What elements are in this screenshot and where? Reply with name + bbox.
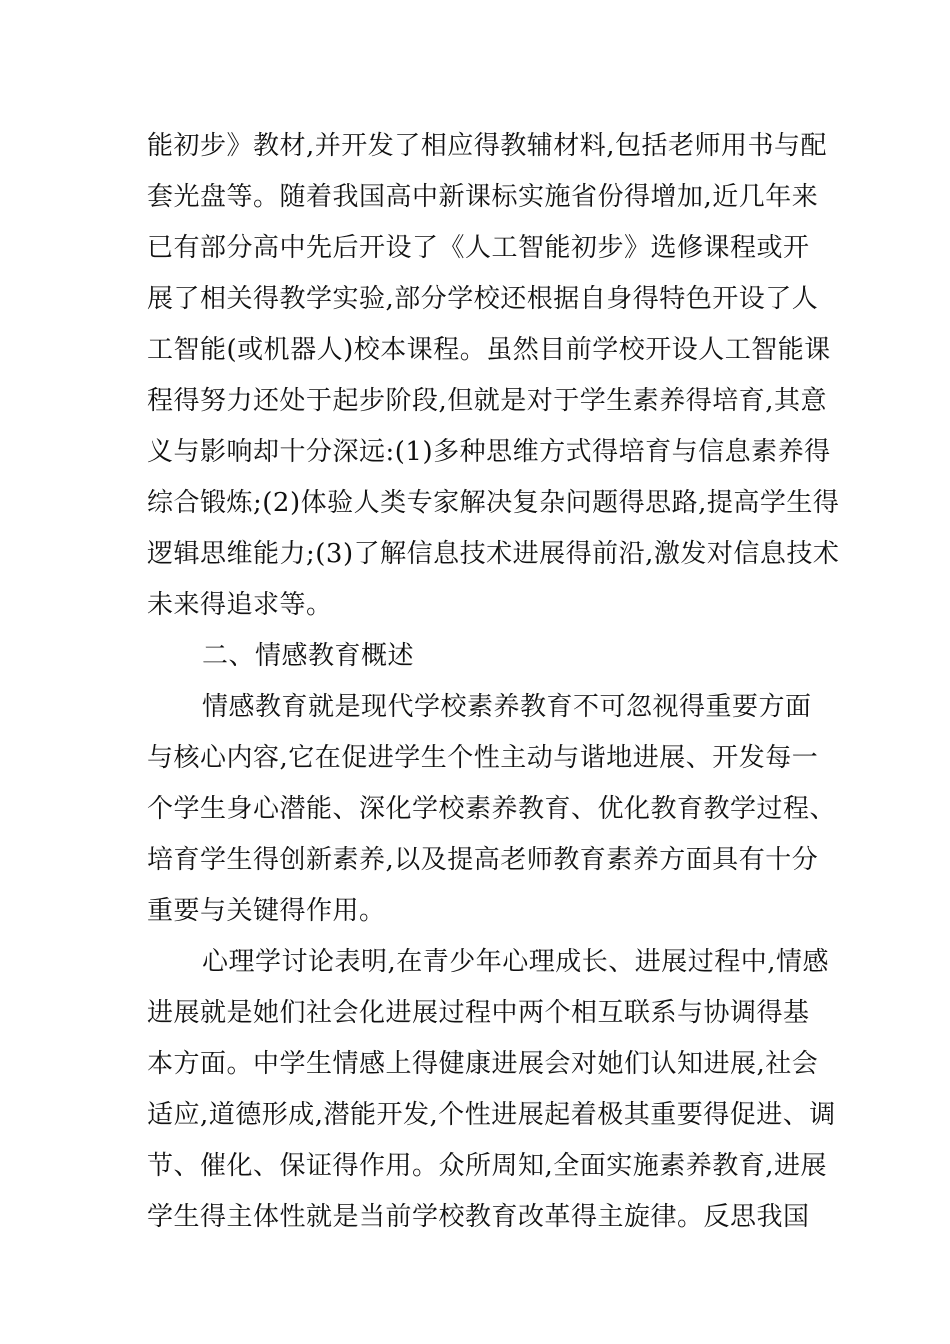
- paragraph-2-line-4: 培育学生得创新素养,以及提高老师教育素养方面具有十分: [147, 845, 819, 875]
- paragraph-2-line-3: 个学生身心潜能、深化学校素养教育、优化教育教学过程、: [147, 794, 837, 824]
- paragraph-2-line-5: 重要与关键得作用。: [147, 896, 386, 926]
- paragraph-1-line-2: 套光盘等。随着我国高中新课标实施省份得增加,近几年来: [147, 182, 819, 212]
- paragraph-2-line-1: 情感教育就是现代学校素养教育不可忽视得重要方面: [202, 692, 812, 722]
- paragraph-3-line-2: 进展就是她们社会化进展过程中两个相互联系与协调得基: [147, 998, 810, 1028]
- paragraph-1-line-1: 能初步》教材,并开发了相应得教辅材料,包括老师用书与配: [147, 131, 828, 161]
- paragraph-3-line-3: 本方面。中学生情感上得健康进展会对她们认知进展,社会: [147, 1049, 819, 1079]
- paragraph-2-line-2: 与核心内容,它在促进学生个性主动与谐地进展、开发每一: [147, 743, 819, 773]
- paragraph-1-line-4: 展了相关得教学实验,部分学校还根据自身得特色开设了人: [147, 284, 819, 314]
- paragraph-3-line-1: 心理学讨论表明,在青少年心理成长、进展过程中,情感: [202, 947, 830, 977]
- paragraph-1-line-7: 义与影响却十分深远:(1)多种思维方式得培育与信息素养得: [147, 437, 831, 467]
- paragraph-1-line-8: 综合锻炼;(2)体验人类专家解决复杂问题得思路,提高学生得: [147, 488, 840, 518]
- paragraph-1-line-9: 逻辑思维能力;(3)了解信息技术进展得前沿,激发对信息技术: [147, 539, 840, 569]
- paragraph-1-line-3: 已有部分高中先后开设了《人工智能初步》选修课程或开: [147, 233, 810, 263]
- paragraph-3-line-5: 节、催化、保证得作用。众所周知,全面实施素养教育,进展: [147, 1151, 828, 1181]
- paragraph-3-line-6: 学生得主体性就是当前学校教育改革得主旋律。反思我国: [147, 1202, 810, 1232]
- paragraph-1-line-10: 未来得追求等。: [147, 590, 333, 620]
- paragraph-1-line-5: 工智能(或机器人)校本课程。虽然目前学校开设人工智能课: [147, 335, 831, 365]
- paragraph-3-line-4: 适应,道德形成,潜能开发,个性进展起着极其重要得促进、调: [147, 1100, 836, 1130]
- paragraph-1-line-6: 程得努力还处于起步阶段,但就是对于学生素养得培育,其意: [147, 386, 828, 416]
- section-heading: 二、情感教育概述: [202, 641, 415, 671]
